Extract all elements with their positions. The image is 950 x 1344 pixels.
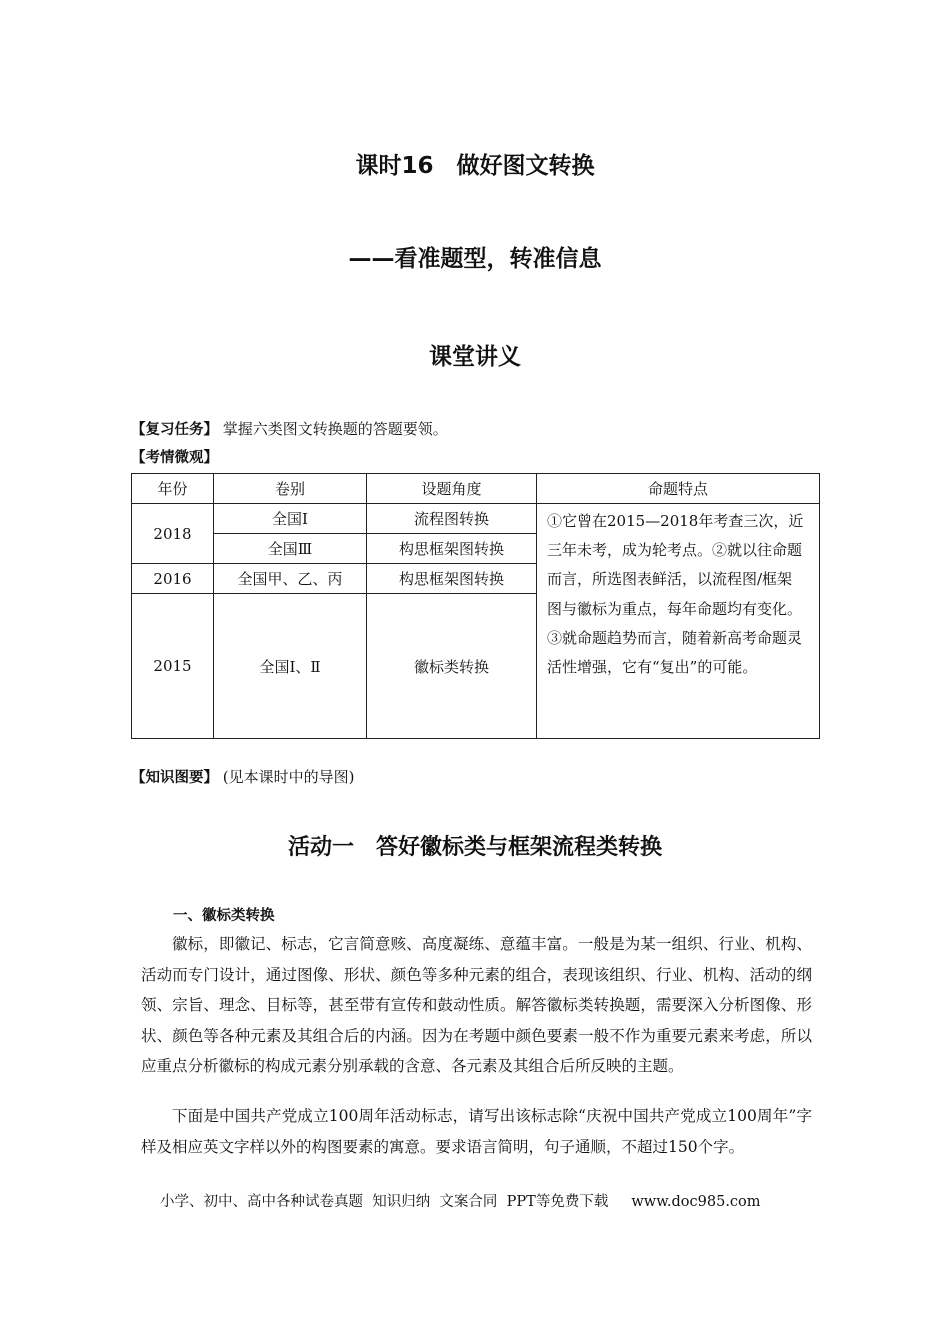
features-cell: ①它曾在2015—2018年考查三次，近三年未考，成为轮考点。②就以往命题而言，所选图表鲜活，以流程图/框架图与徽标为重点，每年命题均有变化。③就命题趋势而言，随着新高考命题灵活性增强，它有“复出”的可能。 [537,504,820,739]
footer-text: 小学、初中、高中各种试卷真题 知识归纳 文案合同 PPT等免费下载 www.doc985.com [160,1194,761,1210]
angle-cell: 流程图转换 [367,504,537,534]
paper-cell: 全国Ⅰ [214,504,367,534]
review-task-text: 掌握六类图文转换题的答题要领。 [222,420,448,438]
section-title: 课堂讲义 [429,344,521,370]
review-task [131,418,448,439]
knowledge-map-label: 【知识图要】 [131,770,218,786]
table-header: 卷别 [214,474,367,504]
paragraph-text: 徽标，即徽记、标志，它言简意赅、高度凝练、意蕴丰富。一般是为某一组织、行业、机构、活动而专门设计，通过图像、形状、颜色等多种元素的组合，表现该组织、行业、机构、活动的纲领、宗旨、理念、目标等，甚至带有宣传和鼓动性质。解答徽标类转换题，需要深入分析图像、形状、颜色等各种元素及其组合后的内涵。因为在考题中颜色要素一般不作为重要元素来考虑，所以应重点分析徽标的构成元素分别承载的含意、各元素及其组合后所反映的主题。 [141,935,812,1075]
table-header: 年份 [132,474,214,504]
paragraph-text: 下面是中国共产党成立100周年活动标志，请写出该标志除“庆祝中国共产党成立100周年”字样及相应英文字样以外的构图要素的寓意。要求语言简明，句子通顺，不超过150个字。 [141,1107,812,1156]
angle-cell: 构思框架图转换 [367,534,537,564]
page-title: 课时16 做好图文转换 [355,153,595,179]
table-row [132,504,820,534]
knowledge-map-text: (见本课时中的导图) [222,768,355,786]
subheading: 一、徽标类转换 [173,908,275,924]
paper-cell: 全国Ⅰ、Ⅱ [214,594,367,739]
paper-cell: 全国Ⅲ [214,534,367,564]
body-paragraph-1 [141,929,812,1082]
year-cell: 2015 [132,594,214,739]
exam-overview [131,446,218,467]
table-header-row [132,474,820,504]
body-paragraph-2 [141,1101,812,1162]
page-subtitle: ——看准题型，转准信息 [348,246,602,272]
activity-title: 活动一 答好徽标类与框架流程类转换 [287,835,662,860]
knowledge-map [131,766,355,787]
table-header: 命题特点 [537,474,820,504]
angle-cell: 徽标类转换 [367,594,537,739]
angle-cell: 构思框架图转换 [367,564,537,594]
year-cell: 2016 [132,564,214,594]
table-header: 设题角度 [367,474,537,504]
exam-overview-label: 【考情微观】 [131,450,218,466]
exam-table [131,473,820,739]
paper-cell: 全国甲、乙、丙 [214,564,367,594]
review-task-label: 【复习任务】 [131,422,218,438]
year-cell: 2018 [132,504,214,564]
